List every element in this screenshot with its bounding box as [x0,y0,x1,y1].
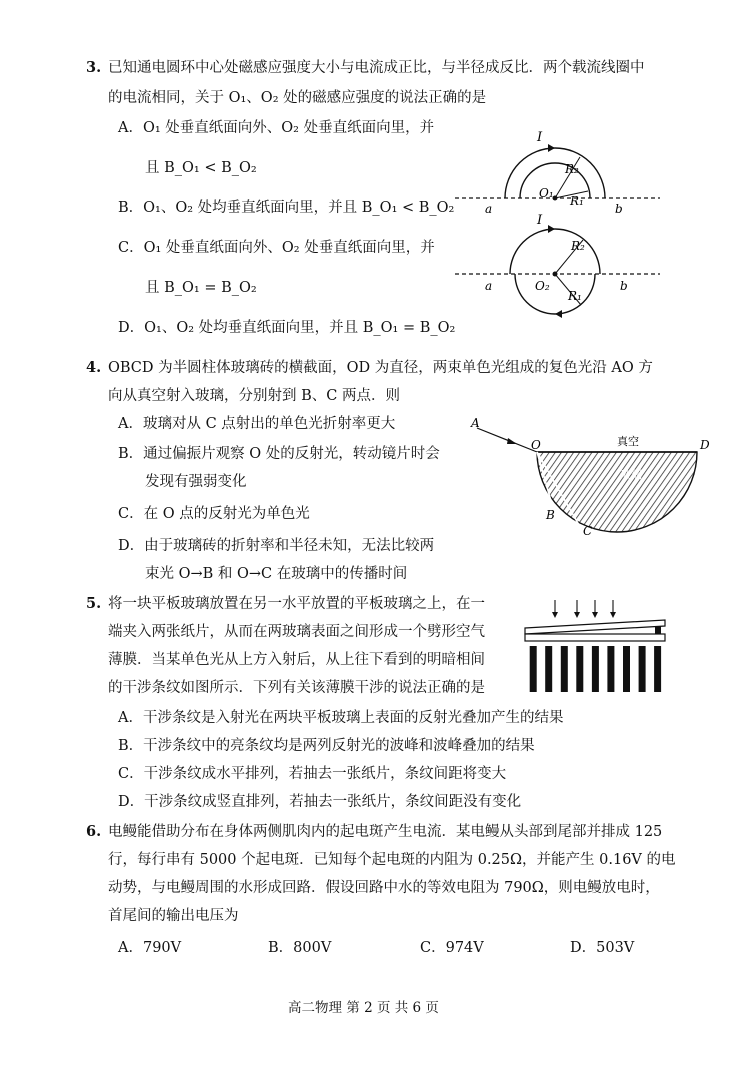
q5-number: 5. [86,595,102,612]
q6-option-c: C．974V [420,940,484,956]
fig2-label-b: b [620,279,628,293]
fig2-label-r2: R₂ [571,239,585,253]
q5-option-c: C．干涉条纹成水平排列，若抽去一张纸片，条纹间距将变大 [118,766,507,782]
q5-option-d: D．干涉条纹成竖直排列，若抽去一张纸片，条纹间距没有变化 [118,794,522,810]
q4-option-a: A．玻璃对从 C 点射出的单色光折射率更大 [118,416,396,432]
q3-figure-coils-2 [455,212,660,332]
fig1-label-a: a [485,202,493,215]
q6-stem-line4: 首尾间的输出电压为 [108,908,239,924]
dark-fringe [592,646,599,692]
q6-stem-line3: 动势，与电鳗周围的水形成回路．假设回路中水的等效电阻为 790Ω，则电鳗放电时， [108,880,660,896]
q4-option-b-line2: 发现有强弱变化 [145,474,247,490]
q4-fig-label-o: O [531,438,541,452]
dark-fringe [561,646,568,692]
fig1-label-r2: R₂ [565,162,579,176]
q4-option-b-line1: B．通过偏振片观察 O 处的反射光，转动镜片时会 [118,446,440,462]
q5-option-b: B．干涉条纹中的亮条纹均是两列反射光的波峰和波峰叠加的结果 [118,738,535,754]
q5-stem-line1: 将一块平板玻璃放置在另一水平放置的平板玻璃之上，在一 [108,596,485,612]
dark-fringe [576,646,583,692]
fig1-label-i: I [537,130,543,145]
fig2-label-o2: O₂ [535,279,550,293]
fig1-label-b: b [615,202,623,215]
dark-fringe [654,646,661,692]
fig2-label-i: I [537,213,543,228]
q4-option-c: C．在 O 点的反射光为单色光 [118,506,310,522]
fig2-label-r1: R₁ [568,289,582,303]
q5-stem-line4: 的干涉条纹如图所示．下列有关该薄膜干涉的说法正确的是 [108,680,485,696]
q4-fig-label-a: A [471,416,480,430]
dark-fringe [545,646,552,692]
q5-stem-line3: 薄膜．当某单色光从上方入射后，从上往下看到的明暗相间 [108,652,485,668]
q3-stem-line1: 已知通电圆环中心处磁感应强度大小与电流成正比，与半径成反比．两个载流线圈中 [108,60,645,76]
q4-fig-label-c: C [583,524,593,538]
dark-fringe [623,646,630,692]
q3-option-c-line2: 且 B_O₁ = B_O₂ [145,280,257,296]
q3-figure-coils-1 [455,125,660,215]
q4-fig-label-glass: 玻璃 [620,468,642,481]
q6-number: 6. [86,823,102,840]
q3-option-b: B．O₁、O₂ 处均垂直纸面向里，并且 B_O₁ < B_O₂ [118,200,455,216]
q4-fig-label-b: B [546,508,555,522]
q3-option-a-line2: 且 B_O₁ < B_O₂ [145,160,257,176]
q3-option-c-line1: C．O₁ 处垂直纸面向外、O₂ 处垂直纸面向里，并 [118,240,435,256]
q4-stem-line2: 向从真空射入玻璃，分别射到 B、C 两点．则 [108,388,400,404]
q3-stem-line2: 的电流相同，关于 O₁、O₂ 处的磁感应强度的说法正确的是 [108,90,487,106]
dark-fringe [639,646,646,692]
q5-option-a: A．干涉条纹是入射光在两块平板玻璃上表面的反射光叠加产生的结果 [118,710,564,726]
incident-light-arrows [552,600,616,618]
q4-option-d-line1: D．由于玻璃砖的折射率和半径未知，无法比较两 [118,538,435,554]
fig1-label-r1: R₁ [570,194,584,208]
q4-stem-line1: OBCD 为半圆柱体玻璃砖的横截面，OD 为直径，两束单色光组成的复色光沿 AO 方 [108,360,653,376]
q5-interference-fringes [525,646,665,692]
q6-option-d: D．503V [570,940,635,956]
q6-option-b: B．800V [268,940,332,956]
q4-option-d-line2: 束光 O→B 和 O→C 在玻璃中的传播时间 [145,566,408,582]
q4-fig-label-vacuum: 真空 [617,435,639,448]
page-footer: 高二物理 第 2 页 共 6 页 [288,1000,439,1016]
q6-stem-line1: 电鳗能借助分布在身体两侧肌肉内的起电斑产生电流．某电鳗从头部到尾部并排成 125 [108,824,663,840]
fig2-label-a: a [485,279,493,293]
q4-number: 4. [86,359,102,376]
q6-option-a: A．790V [118,940,182,956]
q6-stem-line2: 行，每行串有 5000 个起电斑．已知每个起电斑的内阻为 0.25Ω，并能产生 0.16V 的电 [108,852,676,868]
dark-fringe [530,646,537,692]
q4-fig-label-d: D [700,438,710,452]
dark-fringe [607,646,614,692]
q4-figure-glass-block [465,415,715,540]
q3-option-a-line1: A．O₁ 处垂直纸面向外、O₂ 处垂直纸面向里，并 [118,120,435,136]
q5-stem-line2: 端夹入两张纸片，从而在两玻璃表面之间形成一个劈形空气 [108,624,485,640]
fig1-label-o1: O₁ [539,186,554,200]
q3-number: 3. [86,59,102,76]
q3-option-d: D．O₁、O₂ 处均垂直纸面向里，并且 B_O₁ = B_O₂ [118,320,456,336]
